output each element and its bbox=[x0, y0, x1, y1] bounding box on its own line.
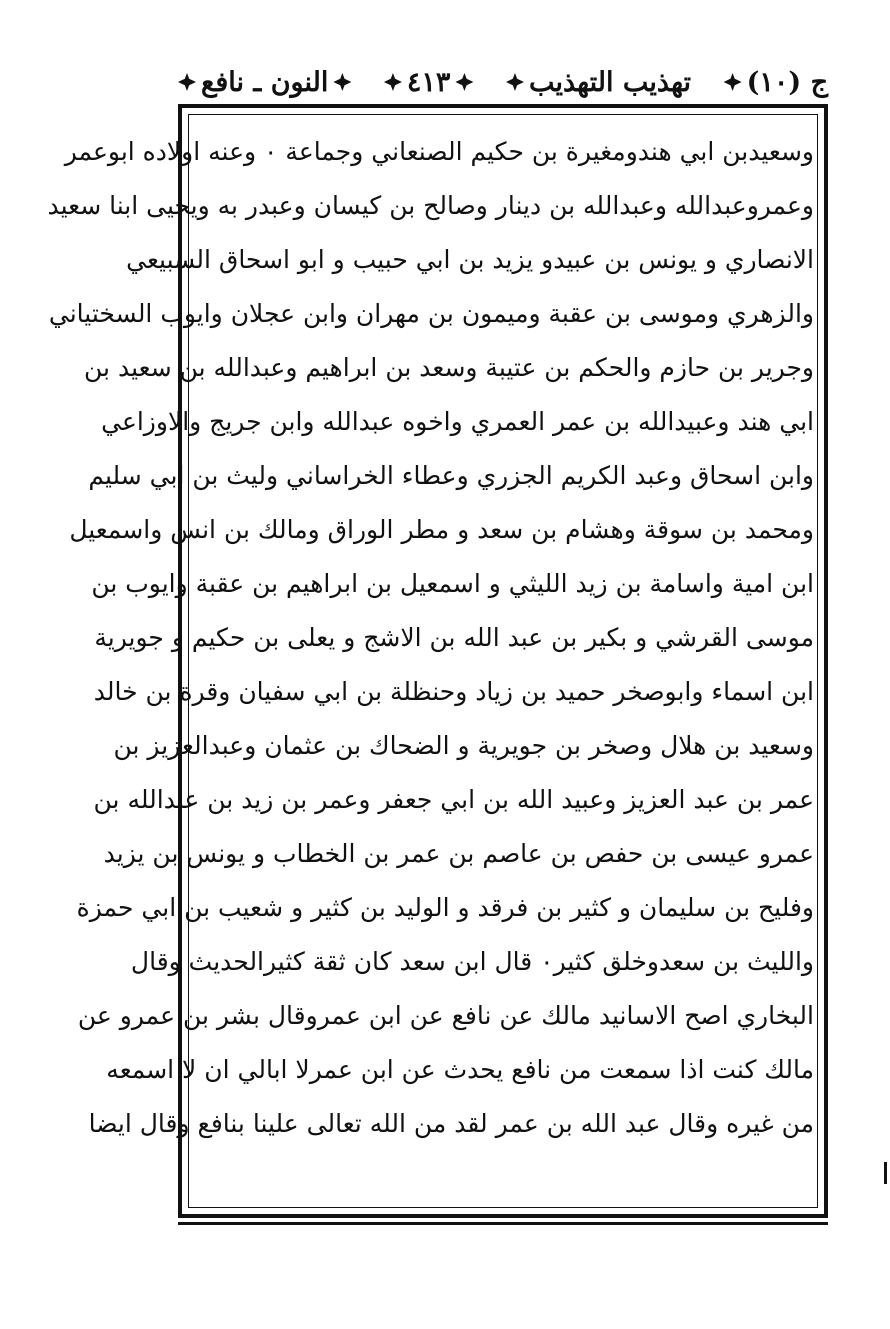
text-line: ابن امية واسامة بن زيد الليثي و اسمعيل بن ابراهيم بن عقبة وايوب بن bbox=[91, 569, 814, 598]
header-volume bbox=[724, 67, 828, 98]
header-section bbox=[178, 67, 351, 98]
header-book bbox=[506, 67, 691, 98]
text-line: وعمروعبدالله وعبدالله بن دينار وصالح بن كيسان وعبدر به ويحيى ابنا سعيد bbox=[47, 191, 814, 220]
ornament-icon bbox=[455, 73, 473, 91]
text-line: والليث بن سعدوخلق كثير٠ قال ابن سعد كان ثقة كثيرالحديث وقال bbox=[130, 947, 814, 976]
book-title: تهذيب التهذيب bbox=[528, 66, 692, 98]
page-number: ٤١٣ bbox=[406, 66, 451, 98]
text-line: وفليح بن سليمان و كثير بن فرقد و الوليد بن كثير و شعيب بن ابي حمزة bbox=[76, 893, 814, 922]
text-line: البخاري اصح الاسانيد مالك عن نافع عن ابن عمروقال بشر بن عمرو عن bbox=[77, 1001, 814, 1030]
header-page bbox=[384, 67, 474, 98]
ornament-icon bbox=[333, 73, 351, 91]
text-line: وابن اسحاق وعبد الكريم الجزري وعطاء الخراساني وليث بن ابي سليم bbox=[88, 461, 814, 490]
ornament-icon bbox=[506, 73, 524, 91]
text-line: والزهري وموسى بن عقبة وميمون بن مهران وابن عجلان وايوب السختياني bbox=[48, 299, 814, 328]
volume-label: ج (١٠) bbox=[746, 66, 828, 98]
bottom-rule bbox=[178, 1222, 828, 1225]
running-header bbox=[178, 60, 828, 104]
text-line: مالك كنت اذا سمعت من نافع يحدث عن ابن عمرلا ابالي ان لا اسمعه bbox=[106, 1055, 814, 1084]
ornament-icon bbox=[724, 73, 742, 91]
text-line: وسعيدبن ابي هندومغيرة بن حكيم الصنعاني وجماعة ٠ وعنه اولاده ابوعمر bbox=[64, 137, 814, 166]
section-title: النون ـ نافع bbox=[201, 66, 329, 98]
text-line: وسعيد بن هلال وصخر بن جويرية و الضحاك بن عثمان وعبدالعزيز بن bbox=[113, 731, 814, 760]
text-line: وجرير بن حازم والحكم بن عتيبة وسعد بن ابراهيم وعبدالله بن سعيد بن bbox=[84, 353, 814, 382]
text-line: الانصاري و يونس بن عبيدو يزيد بن ابي حبيب و ابو اسحاق السبيعي bbox=[126, 245, 814, 274]
ornament-icon bbox=[178, 73, 196, 91]
ornament-icon bbox=[384, 73, 402, 91]
text-line: عمرو عيسى بن حفص بن عاصم بن عمر بن الخطاب و يونس بن يزيد bbox=[103, 839, 814, 868]
text-line: عمر بن عبد العزيز وعبيد الله بن ابي جعفر وعمر بن زيد بن عبدالله بن bbox=[93, 785, 814, 814]
text-line: من غيره وقال عبد الله بن عمر لقد من الله تعالى علينا بنافع وقال ايضا bbox=[88, 1109, 814, 1138]
text-line: ومحمد بن سوقة وهشام بن سعد و مطر الوراق ومالك بن انس واسمعيل bbox=[69, 515, 814, 544]
text-line: ابي هند وعبيدالله بن عمر العمري واخوه عبدالله وابن جريج والاوزاعي bbox=[101, 407, 814, 436]
text-line: ابن اسماء وابوصخر حميد بن زياد وحنظلة بن ابي سفيان وقرة بن خالد bbox=[93, 677, 814, 706]
edge-mark bbox=[884, 1162, 887, 1184]
text-line: موسى القرشي و بكير بن عبد الله بن الاشج و يعلى بن حكيم و جويرية bbox=[94, 623, 814, 652]
body-text bbox=[47, 125, 814, 1205]
